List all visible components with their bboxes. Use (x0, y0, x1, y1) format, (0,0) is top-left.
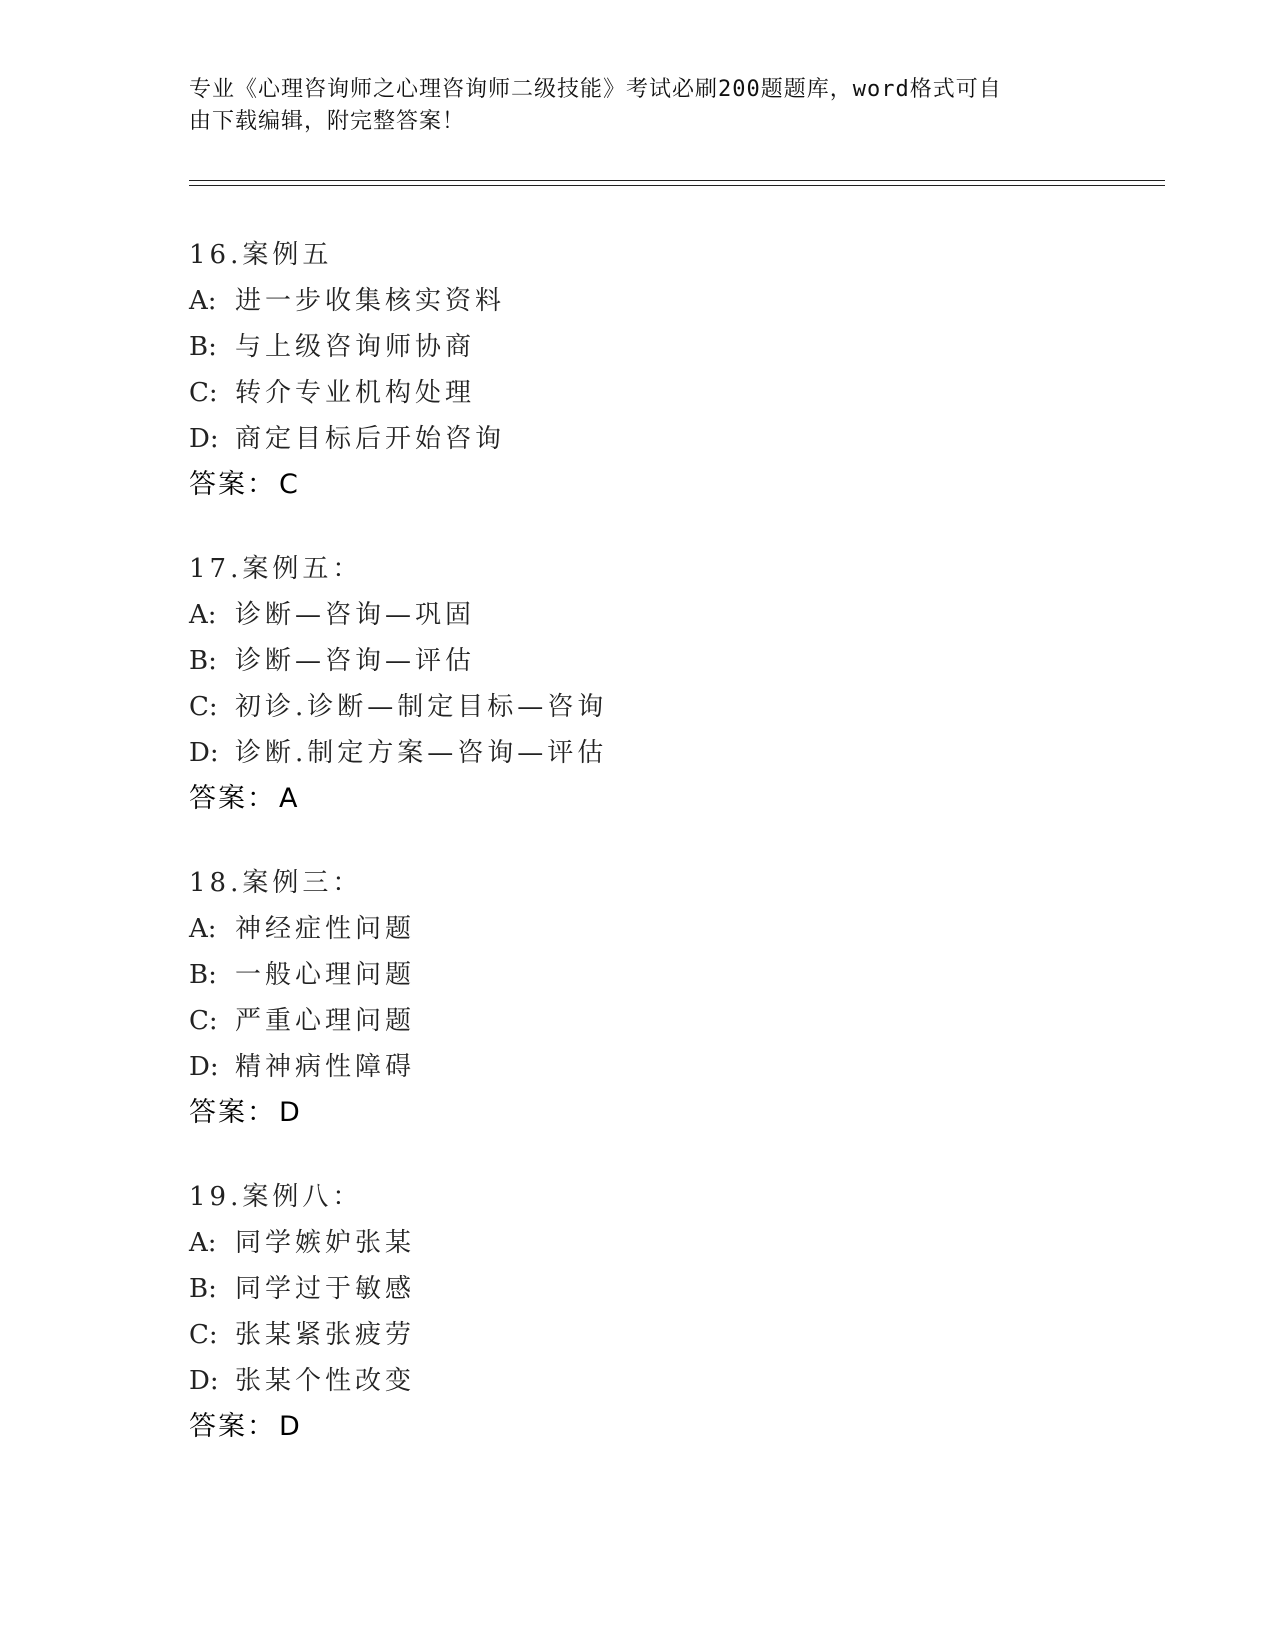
option-a (189, 1220, 1089, 1266)
answer-label: 答案 (189, 1411, 247, 1442)
option-c (189, 1312, 1089, 1358)
option-letter: C: (189, 692, 218, 722)
option-text: 张某个性改变 (235, 1366, 416, 1396)
question-16 (189, 232, 1089, 508)
option-b (189, 1266, 1089, 1312)
option-c (189, 370, 1089, 416)
option-b (189, 952, 1089, 998)
answer-value: A (279, 783, 299, 814)
option-text: 同学嫉妒张某 (235, 1228, 416, 1258)
option-letter: B: (189, 1274, 217, 1304)
answer-separator: ： (247, 1411, 275, 1442)
document-header (189, 74, 1069, 138)
answer-value: D (279, 1411, 301, 1442)
option-c (189, 684, 1089, 730)
answer-line (189, 1404, 1089, 1450)
option-letter: C: (189, 378, 218, 408)
option-text: 神经症性问题 (235, 914, 416, 944)
option-letter: C: (189, 1006, 218, 1036)
header-line-2: 由下载编辑，附完整答案！ (189, 109, 466, 134)
option-letter: D: (189, 424, 219, 454)
answer-line (189, 776, 1089, 822)
option-d (189, 1044, 1089, 1090)
option-d (189, 1358, 1089, 1404)
option-letter: D: (189, 738, 219, 768)
option-d (189, 730, 1089, 776)
option-text: 诊断.制定方案—咨询—评估 (235, 738, 608, 768)
question-title: 19.案例八： (189, 1182, 363, 1212)
option-letter: A: (189, 600, 217, 630)
option-letter: A: (189, 286, 217, 316)
option-text: 进一步收集核实资料 (235, 286, 506, 316)
answer-value: C (279, 469, 299, 500)
option-text: 严重心理问题 (235, 1006, 416, 1036)
option-text: 同学过于敏感 (235, 1274, 416, 1304)
option-letter: B: (189, 332, 217, 362)
option-b (189, 324, 1089, 370)
option-letter: B: (189, 646, 217, 676)
option-c (189, 998, 1089, 1044)
header-line-1: 专业《心理咨询师之心理咨询师二级技能》考试必刷200题题库，word格式可自 (189, 77, 1002, 102)
question-17 (189, 546, 1089, 822)
option-a (189, 592, 1089, 638)
question-title: 16.案例五 (189, 240, 333, 270)
answer-separator: ： (247, 1097, 275, 1128)
question-title: 17.案例五： (189, 554, 363, 584)
option-text: 与上级咨询师协商 (235, 332, 476, 362)
option-letter: A: (189, 1228, 217, 1258)
option-text: 初诊.诊断—制定目标—咨询 (235, 692, 608, 722)
answer-value: D (279, 1097, 301, 1128)
option-d (189, 416, 1089, 462)
option-a (189, 906, 1089, 952)
answer-label: 答案 (189, 783, 247, 814)
question-19 (189, 1174, 1089, 1450)
option-letter: A: (189, 914, 217, 944)
option-letter: C: (189, 1320, 218, 1350)
answer-line (189, 462, 1089, 508)
header-divider-bottom (189, 185, 1165, 186)
option-letter: B: (189, 960, 217, 990)
option-text: 张某紧张疲劳 (235, 1320, 416, 1350)
option-letter: D: (189, 1052, 219, 1082)
option-text: 转介专业机构处理 (235, 378, 476, 408)
answer-line (189, 1090, 1089, 1136)
option-text: 精神病性障碍 (235, 1052, 416, 1082)
option-text: 一般心理问题 (235, 960, 416, 990)
option-letter: D: (189, 1366, 219, 1396)
option-b (189, 638, 1089, 684)
option-a (189, 278, 1089, 324)
question-18 (189, 860, 1089, 1136)
option-text: 诊断—咨询—巩固 (235, 600, 476, 630)
option-text: 商定目标后开始咨询 (235, 424, 506, 454)
answer-separator: ： (247, 469, 275, 500)
header-divider-top (189, 180, 1165, 181)
answer-separator: ： (247, 783, 275, 814)
option-text: 诊断—咨询—评估 (235, 646, 476, 676)
answer-label: 答案 (189, 1097, 247, 1128)
answer-label: 答案 (189, 469, 247, 500)
question-title: 18.案例三： (189, 868, 363, 898)
